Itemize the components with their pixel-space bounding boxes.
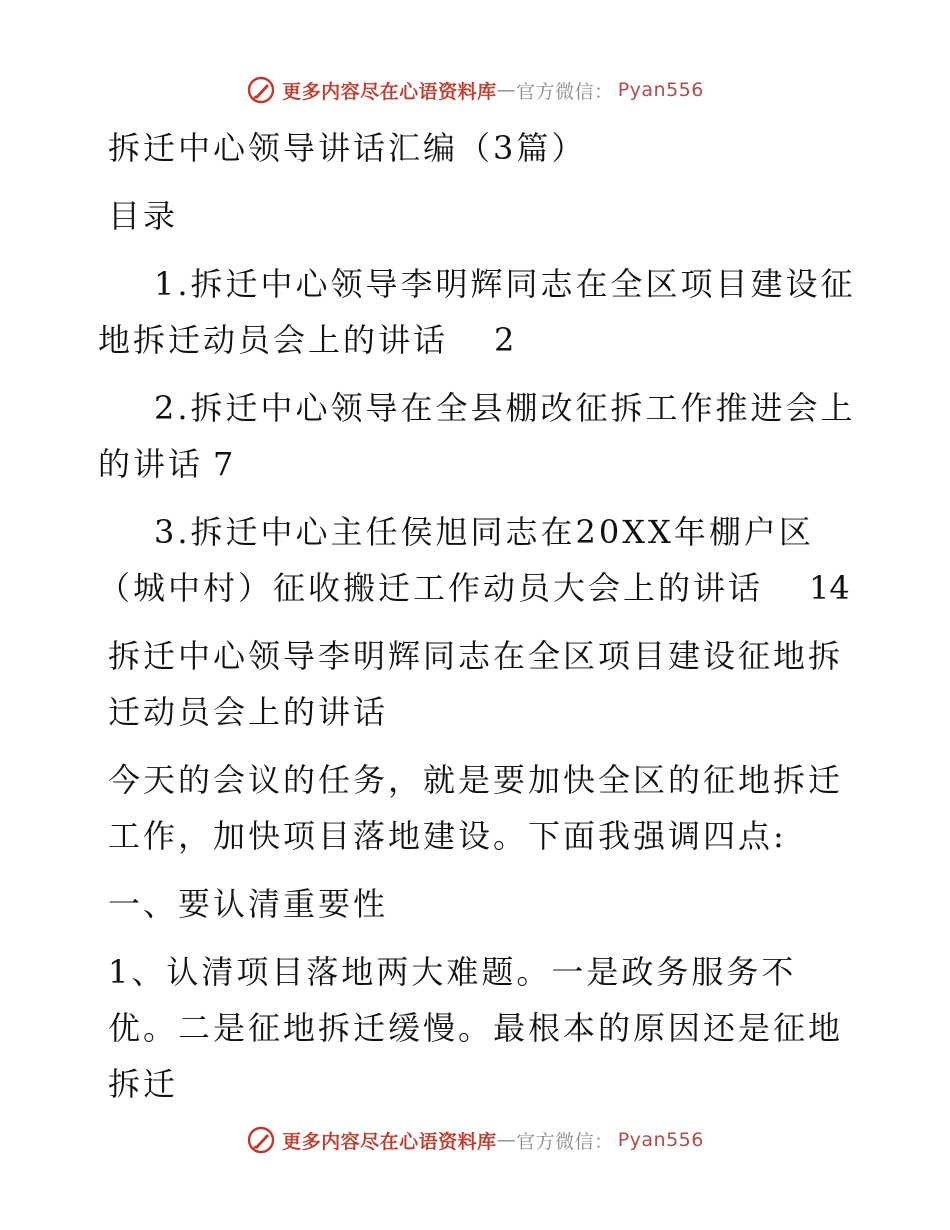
document-body (98, 120, 858, 1112)
toc-item-page: 14 (809, 569, 850, 607)
banner-dash: — (496, 79, 517, 101)
toc-item-text: 1.拆迁中心领导李明辉同志在全区项目建设征地拆迁动员会上的讲话 (98, 265, 856, 359)
document-title: 拆迁中心领导讲话汇编（3篇） (108, 129, 587, 167)
heading-one: 一、要认清重要性 (108, 885, 389, 923)
toc-heading: 目录 (108, 197, 179, 235)
banner-main-text: 更多内容尽在心语资料库 (282, 1130, 497, 1153)
toc-item-page: 7 (213, 445, 234, 483)
banner-official-label: 官方微信： (516, 80, 614, 103)
toc-item-page: 2 (494, 321, 515, 359)
section-title: 拆迁中心领导李明辉同志在全区项目建设征地拆迁动员会上的讲话 (108, 637, 844, 731)
banner-wechat-id: Pyan556 (617, 1129, 704, 1151)
toc-item-text: 3.拆迁中心主任侯旭同志在20XX年棚户区（城中村）征收搬迁工作动员大会上的讲话 (98, 513, 814, 607)
toc-item (98, 256, 858, 368)
banner-wechat-id: Pyan556 (617, 79, 704, 101)
paragraph-one: 1、认清项目落地两大难题。一是政务服务不优。二是征地拆迁缓慢。最根本的原因还是征地拆迁 (108, 953, 844, 1103)
header-watermark-banner (0, 70, 950, 110)
quill-logo-icon (246, 1125, 276, 1155)
banner-official-label: 官方微信： (516, 1130, 614, 1153)
toc-item-text: 2.拆迁中心领导在全县棚改征拆工作推进会上的讲话 (98, 389, 856, 483)
banner-main-text: 更多内容尽在心语资料库 (282, 80, 497, 103)
toc-item (98, 380, 858, 492)
footer-watermark-banner (0, 1120, 950, 1160)
quill-logo-icon (246, 75, 276, 105)
banner-dash: — (496, 1129, 517, 1151)
toc-item (98, 504, 858, 616)
intro-paragraph: 今天的会议的任务，就是要加快全区的征地拆迁工作，加快项目落地建设。下面我强调四点: (108, 761, 844, 855)
